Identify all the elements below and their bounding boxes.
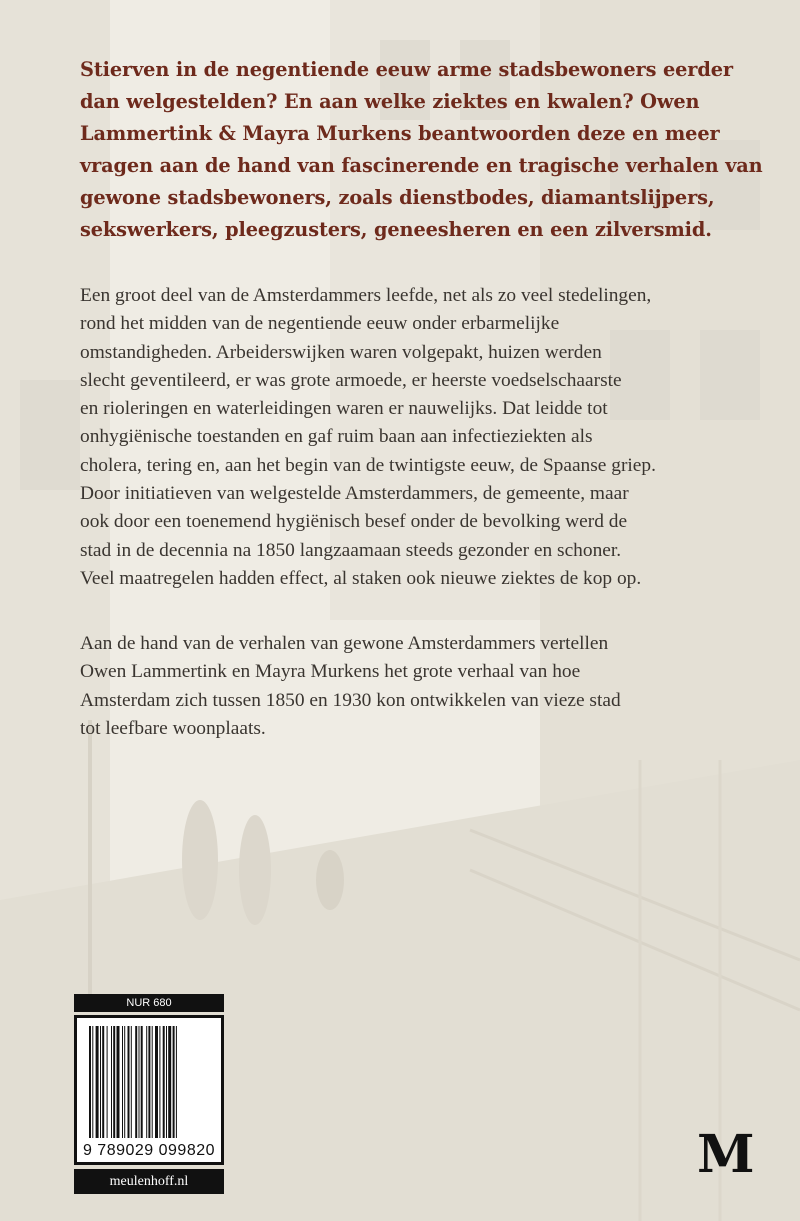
- body-line: Amsterdam zich tussen 1850 en 1930 kon ontwikkelen van vieze stad: [80, 689, 621, 711]
- isbn-barcode: [74, 1015, 224, 1165]
- body-line: slecht geventileerd, er was grote armoede, er heerste voedselschaarste: [80, 369, 622, 391]
- body-line: ook door een toenemend hygiënisch besef onder de bevolking werd de: [80, 511, 628, 533]
- lead-line: sekswerkers, pleegzusters, geneesheren en een zilversmid.: [80, 218, 712, 241]
- barcode-bar: [152, 1026, 153, 1138]
- barcode-bar: [111, 1026, 112, 1138]
- body-line: stad in de decennia na 1850 langzaamaan steeds gezonder en schoner.: [80, 539, 622, 561]
- barcode-bar: [163, 1026, 165, 1138]
- body-line: Veel maatregelen hadden effect, al staken ook nieuwe ziektes de kop op.: [80, 567, 642, 589]
- barcode-bar: [166, 1026, 167, 1138]
- barcode-bar: [135, 1026, 137, 1138]
- body-line: Door initiatieven van welgestelde Amsterdammers, de gemeente, maar: [80, 483, 629, 505]
- body-paragraph-1: [80, 282, 740, 593]
- lead-line: dan welgestelden? En aan welke ziektes en kwalen? Owen: [80, 90, 700, 113]
- barcode-bar: [141, 1026, 143, 1138]
- body-line: Aan de hand van de verhalen van gewone Amsterdammers vertellen: [80, 633, 609, 654]
- barcode-bar: [131, 1026, 132, 1138]
- barcode-bar: [148, 1026, 150, 1138]
- barcode-bar: [92, 1026, 93, 1138]
- body-line: Een groot deel van de Amsterdammers leefde, net als zo veel stedelingen,: [80, 285, 652, 306]
- lead-line: gewone stadsbewoners, zoals dienstbodes, diamantslijpers,: [80, 186, 715, 209]
- body-line: cholera, tering en, aan het begin van de twintigste eeuw, de Spaanse griep.: [80, 454, 656, 476]
- barcode-bar: [102, 1026, 104, 1138]
- barcode-bar: [107, 1026, 108, 1138]
- body-line: rond het midden van de negentiende eeuw onder erbarmelijke: [80, 313, 560, 335]
- barcode-bar: [124, 1026, 125, 1138]
- barcode-bar: [159, 1026, 160, 1138]
- barcode-bar: [173, 1026, 175, 1138]
- barcode-bar: [128, 1026, 130, 1138]
- barcode-bar: [100, 1026, 101, 1138]
- barcode-bar: [117, 1026, 120, 1138]
- lead-paragraph: [80, 54, 763, 246]
- body-line: tot leefbare woonplaats.: [80, 717, 266, 739]
- barcode-bars: [89, 1026, 209, 1138]
- barcode-bar: [96, 1026, 99, 1138]
- publisher-website: meulenhoff.nl: [74, 1169, 224, 1194]
- barcode-bar: [155, 1026, 158, 1138]
- lead-line: vragen aan de hand van fascinerende en tragische verhalen van: [80, 154, 763, 177]
- body-line: en rioleringen en waterleidingen waren er nauwelijks. Dat leidde tot: [80, 398, 608, 420]
- isbn-number: 9 789029 099820: [79, 1142, 219, 1160]
- barcode-bar: [176, 1026, 177, 1138]
- barcode-bar: [146, 1026, 147, 1138]
- body-paragraph-2: [80, 630, 740, 743]
- barcode-bar: [113, 1026, 115, 1138]
- lead-line: Stierven in de negentiende eeuw arme stadsbewoners eerder: [80, 58, 733, 81]
- body-line: Owen Lammertink en Mayra Murkens het grote verhaal van hoe: [80, 661, 581, 683]
- publisher-logo: M: [697, 1124, 755, 1185]
- barcode-bar: [89, 1026, 91, 1138]
- body-line: omstandigheden. Arbeiderswijken waren volgepakt, huizen werden: [80, 341, 602, 363]
- nur-code: NUR 680: [74, 994, 224, 1012]
- barcode-block: [74, 994, 224, 1194]
- barcode-bar: [139, 1026, 140, 1138]
- barcode-bar: [122, 1026, 123, 1138]
- barcode-bar: [168, 1026, 171, 1138]
- body-line: onhygiënische toestanden en gaf ruim baan aan infectieziekten als: [80, 426, 593, 448]
- lead-line: Lammertink & Mayra Murkens beantwoorden deze en meer: [80, 122, 720, 145]
